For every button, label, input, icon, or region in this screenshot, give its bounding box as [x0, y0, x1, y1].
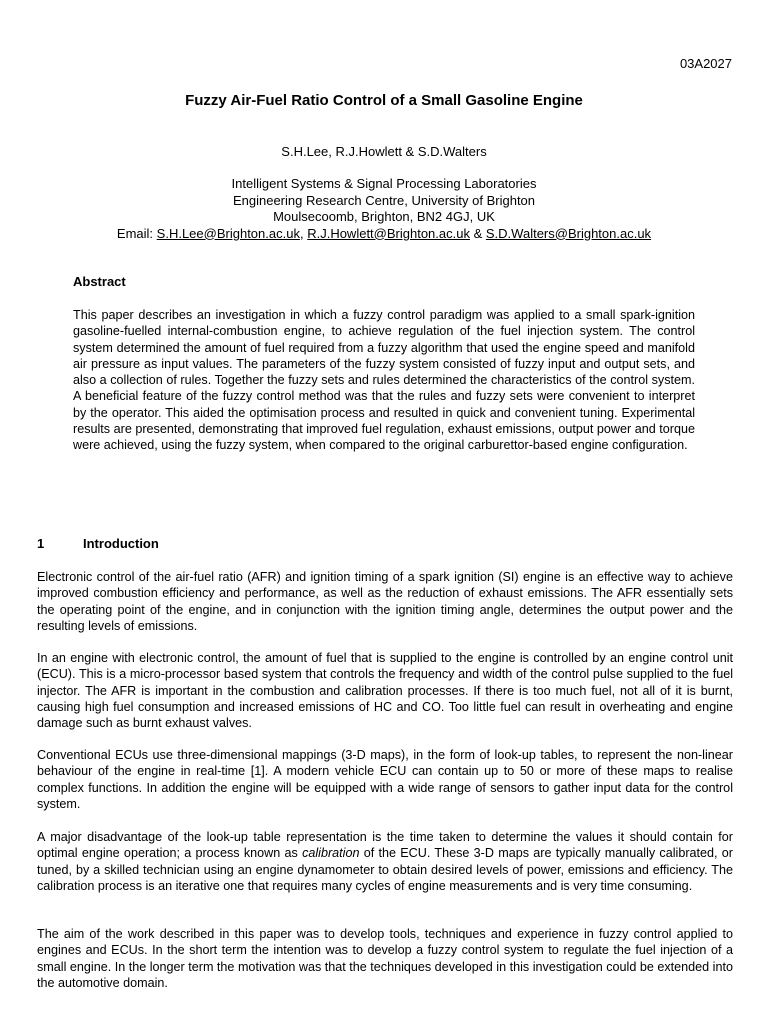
email-separator: &: [473, 225, 483, 241]
section-title: Introduction: [83, 536, 159, 551]
emphasis-term: calibration: [302, 846, 360, 861]
authors: S.H.Lee, R.J.Howlett & S.D.Walters: [281, 144, 487, 159]
email-link-walters[interactable]: S.D.Walters@Brighton.ac.uk: [485, 225, 652, 241]
paragraph-text: A major disadvantage of the look-up table representation is the time taken to determine the values it should contain for optimal engine operation; a process known as: [37, 830, 733, 861]
affiliation-line-3: Moulsecoomb, Brighton, BN2 4GJ, UK: [273, 209, 495, 224]
email-link-lee[interactable]: S.H.Lee@Brighton.ac.uk: [156, 225, 300, 241]
paragraph: In an engine with electronic control, the amount of fuel that is supplied to the engine is controlled by an engine control unit (ECU). This is a micro-processor based system that controls the frequency and width of the control pulse supplied to the fuel injector. The AFR is important in the combustion and calibration processes. If there is too much fuel, not all of it is burnt, causing high fuel consumption and increased emissions of HC and CO. Too little fuel can result in overheating and engine damage such as burnt exhaust valves.: [37, 651, 733, 731]
email-separator: ,: [299, 225, 304, 241]
paper-title: Fuzzy Air-Fuel Ratio Control of a Small Gasoline Engine: [185, 92, 583, 109]
section-number: 1: [37, 536, 45, 551]
paragraph: [37, 829, 733, 894]
paragraph: Conventional ECUs use three-dimensional mappings (3-D maps), in the form of look-up tables, to represent the non-linear behaviour of the engine in real-time [1]. A modern vehicle ECU can contain up to 50 or more of these maps to realise complex functions. In addition the engine will be equipped with a wide range of sensors to gather input data for the control system.: [37, 748, 733, 811]
affiliation-line-2: Engineering Research Centre, University of Brighton: [232, 192, 536, 208]
document-code: 03A2027: [679, 56, 732, 71]
abstract-heading: Abstract: [73, 274, 126, 289]
paragraph: The aim of the work described in this paper was to develop tools, techniques and experience in fuzzy control applied to engines and ECUs. In the short term the intention was to develop a fuzzy control system to regulate the fuel injection of a small engine. In the longer term the motivation was that the techniques developed in this investigation could be extended into the automotive domain.: [37, 927, 733, 990]
email-label: Email:: [116, 225, 154, 241]
email-line: [0, 226, 768, 243]
paragraph: Electronic control of the air-fuel ratio (AFR) and ignition timing of a spark ignition (SI) engine is an effective way to achieve improved combustion efficiency and performance, as well as the reduction of exhaust emissions. The AFR essentially sets the operating point of the engine, and in conjunction with the ignition timing angle, determines the output power and the resulting levels of emissions.: [37, 570, 733, 633]
email-link-howlett[interactable]: R.J.Howlett@Brighton.ac.uk: [307, 225, 470, 241]
affiliation-line-1: Intelligent Systems & Signal Processing Laboratories: [231, 176, 537, 191]
section-heading: [37, 536, 159, 551]
paragraph-text: of the ECU. These 3-D maps are typically manually calibrated, or tuned, by a skilled technician using an engine dynamometer to obtain desired levels of power, emissions and efficiency. The calibration process is an iterative one that requires many cycles of engine measurements and is very time consuming.: [37, 846, 733, 893]
abstract-text: This paper describes an investigation in which a fuzzy control paradigm was applied to a small spark-ignition gasoline-fuelled internal-combustion engine, to achieve regulation of the fuel injection system. The control system determined the amount of fuel required from a fuzzy algorithm that used the engine speed and manifold air pressure as input values. The parameters of the fuzzy system consisted of fuzzy input and output sets, and also a collection of rules. Together the fuzzy sets and rules determined the characteristics of the control system. A beneficial feature of the fuzzy control method was that the rules and fuzzy sets were convenient to interpret by the operator. This aided the optimisation process and resulted in quick and convenient tuning. Experimental results are presented, demonstrating that improved fuel regulation, exhaust emissions, output power and torque were achieved, using the fuzzy system, when compared to the original carburettor-based engine configuration.: [73, 308, 695, 453]
affiliation: [0, 176, 768, 242]
